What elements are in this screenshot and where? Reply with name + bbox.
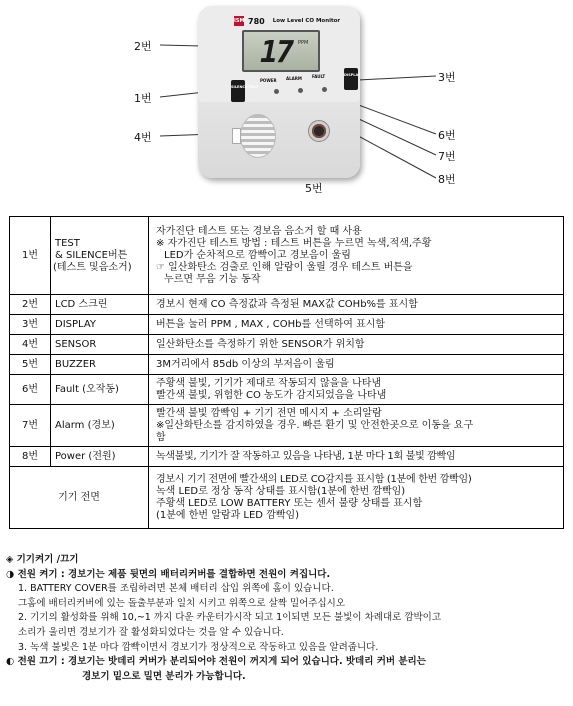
display-button[interactable]: DISPLAY xyxy=(344,68,358,90)
table-row xyxy=(10,315,564,335)
lcd-reading: 17 xyxy=(260,35,293,70)
notes-heading: ◈ 기기켜기 /끄기 xyxy=(6,554,79,565)
table-row xyxy=(10,405,564,447)
row-name: SENSOR xyxy=(51,335,149,355)
row-description: 자가진단 테스트 또는 경보음 음소거 할 때 사용 ※ 자가진단 테스트 방법 : 테스트 버튼을 누르면 녹색,적색,주황 LED가 순차적으로 깜빡이고 경보음이 울림 ☞ 일산화탄소 검출로 인해 알람이 울릴 경우 테스트 버튼을 누르면 무음 기능 동작 xyxy=(149,217,564,295)
table-row xyxy=(10,467,564,529)
lcd-unit: PPM xyxy=(298,40,309,46)
led-label-alarm: ALARM xyxy=(286,76,302,81)
row-description: 주황색 불빛, 기기가 제대로 작동되지 않을을 나타냄 빨간색 불빛, 위험한 CO 농도가 감지되었음을 나타냄 xyxy=(149,375,564,405)
row-description: 일산화탄소를 측정하기 위한 SENSOR가 위치함 xyxy=(149,335,564,355)
table-row xyxy=(10,295,564,315)
alarm-led xyxy=(298,88,303,93)
note-item: 그홈에 배터리커버에 있는 돌출부분과 일치 시키고 위쪽으로 살짝 밀어주십시오 xyxy=(18,597,346,609)
device-figure xyxy=(0,0,573,214)
device-brand xyxy=(234,15,352,27)
row-name: DISPLAY xyxy=(51,315,149,335)
row-number: 5번 xyxy=(10,355,51,375)
model-number: 780 xyxy=(248,16,265,26)
callout-6: 6번 xyxy=(438,129,456,142)
co-monitor-device xyxy=(198,6,360,178)
row-name: Fault (오작동) xyxy=(51,375,149,405)
callout-7: 7번 xyxy=(438,150,456,163)
power-on-text: ◑ 전원 켜기 : 경보기는 제품 뒷면의 배터리커버를 결합하면 전원이 켜집니다. xyxy=(6,568,331,580)
led-label-power: POWER xyxy=(260,78,277,83)
grill-notch xyxy=(232,128,241,144)
table-row xyxy=(10,375,564,405)
buzzer-opening xyxy=(308,120,330,142)
lcd-screen xyxy=(242,30,320,72)
note-item: 1. BATTERY COVER를 조립하려면 본체 배터리 삽입 위쪽에 홈이 있습니다. xyxy=(18,583,334,595)
led-label-fault: FAULT xyxy=(312,74,326,79)
row-name: Power (전원) xyxy=(51,447,149,467)
row-number: 4번 xyxy=(10,335,51,355)
silence-test-button[interactable]: SILENCE/TEST xyxy=(231,80,245,102)
row-description: 녹색불빛, 기기가 잘 작동하고 있음을 나타냄, 1분 마다 1회 불빛 깜빡임 xyxy=(149,447,564,467)
row-description: 경보시 현재 CO 측정값과 측정된 MAX값 COHb%를 표시함 xyxy=(149,295,564,315)
row-number: 1번 xyxy=(10,217,51,295)
table-row xyxy=(10,447,564,467)
table-row xyxy=(10,217,564,295)
row-description: 버튼을 눌러 PPM , MAX , COHb를 선택하여 표시함 xyxy=(149,315,564,335)
device-title: Low Level CO Monitor xyxy=(272,18,341,24)
function-table xyxy=(9,216,564,529)
row-description: 경보시 기기 전면에 빨간색의 LED로 CO감지를 표시함 (1분에 한번 깜빡임) 녹색 LED로 정상 동작 상태를 표시함(1분에 한번 깜빡임) 주황색 LED로 LOW BATTERY 또는 센서 불량 상태를 표시함 (1분에 한번 알람과 LED 깜빡임) xyxy=(149,467,564,529)
callout-8: 8번 xyxy=(438,173,456,186)
row-description: 3M거리에서 85db 이상의 부저음이 울림 xyxy=(149,355,564,375)
row-number: 7번 xyxy=(10,405,51,447)
row-description: 빨간색 불빛 깜빡임 + 기기 전면 메시지 + 소리알람 ※일산화탄소를 감지하였을 경우. 빠른 환기 및 안전한곳으로 이동을 요구 함 xyxy=(149,405,564,447)
callout-4: 4번 xyxy=(134,131,152,144)
callout-2: 2번 xyxy=(134,40,152,53)
table-row xyxy=(10,355,564,375)
row-name: TEST & SILENCE버튼 (테스트 및음소거) xyxy=(51,217,149,295)
sensor-grill xyxy=(240,114,276,158)
note-item: 3. 녹색 불빛은 1분 마다 깜빡이면서 경보기가 정상적으로 작동하고 있음을 알려줍니다. xyxy=(18,641,379,653)
row-number: 3번 xyxy=(10,315,51,335)
power-led xyxy=(274,89,279,94)
row-number: 6번 xyxy=(10,375,51,405)
power-notes xyxy=(6,553,568,684)
note-item: 소리가 울리면 경보기가 잘 활성화되었다는 것을 알 수 있습니다. xyxy=(18,626,284,638)
power-off-text-2: 경보기 밑으로 밀면 분리가 가능합니다. xyxy=(82,670,246,682)
note-item: 2. 기기의 활성화를 위해 10,~1 까지 다운 카운터가시작 되고 1이되면 모든 불빛이 차례대로 깜박이고 xyxy=(18,612,442,624)
row-name: BUZZER xyxy=(51,355,149,375)
callout-3: 3번 xyxy=(438,71,456,84)
callout-5: 5번 xyxy=(305,182,323,195)
row-name: Alarm (경보) xyxy=(51,405,149,447)
row-name: LCD 스크린 xyxy=(51,295,149,315)
brand-logo: ISM xyxy=(234,18,245,24)
row-name: 기기 전면 xyxy=(10,467,149,529)
fault-led xyxy=(322,87,327,92)
callout-1: 1번 xyxy=(134,92,152,105)
power-off-text: ◐ 전원 끄기 : 경보기는 밧데리 커버가 분리되어야 전원이 꺼지게 되어 있습니다. 밧데리 커버 분리는 xyxy=(6,656,426,668)
row-number: 8번 xyxy=(10,447,51,467)
row-number: 2번 xyxy=(10,295,51,315)
table-row xyxy=(10,335,564,355)
